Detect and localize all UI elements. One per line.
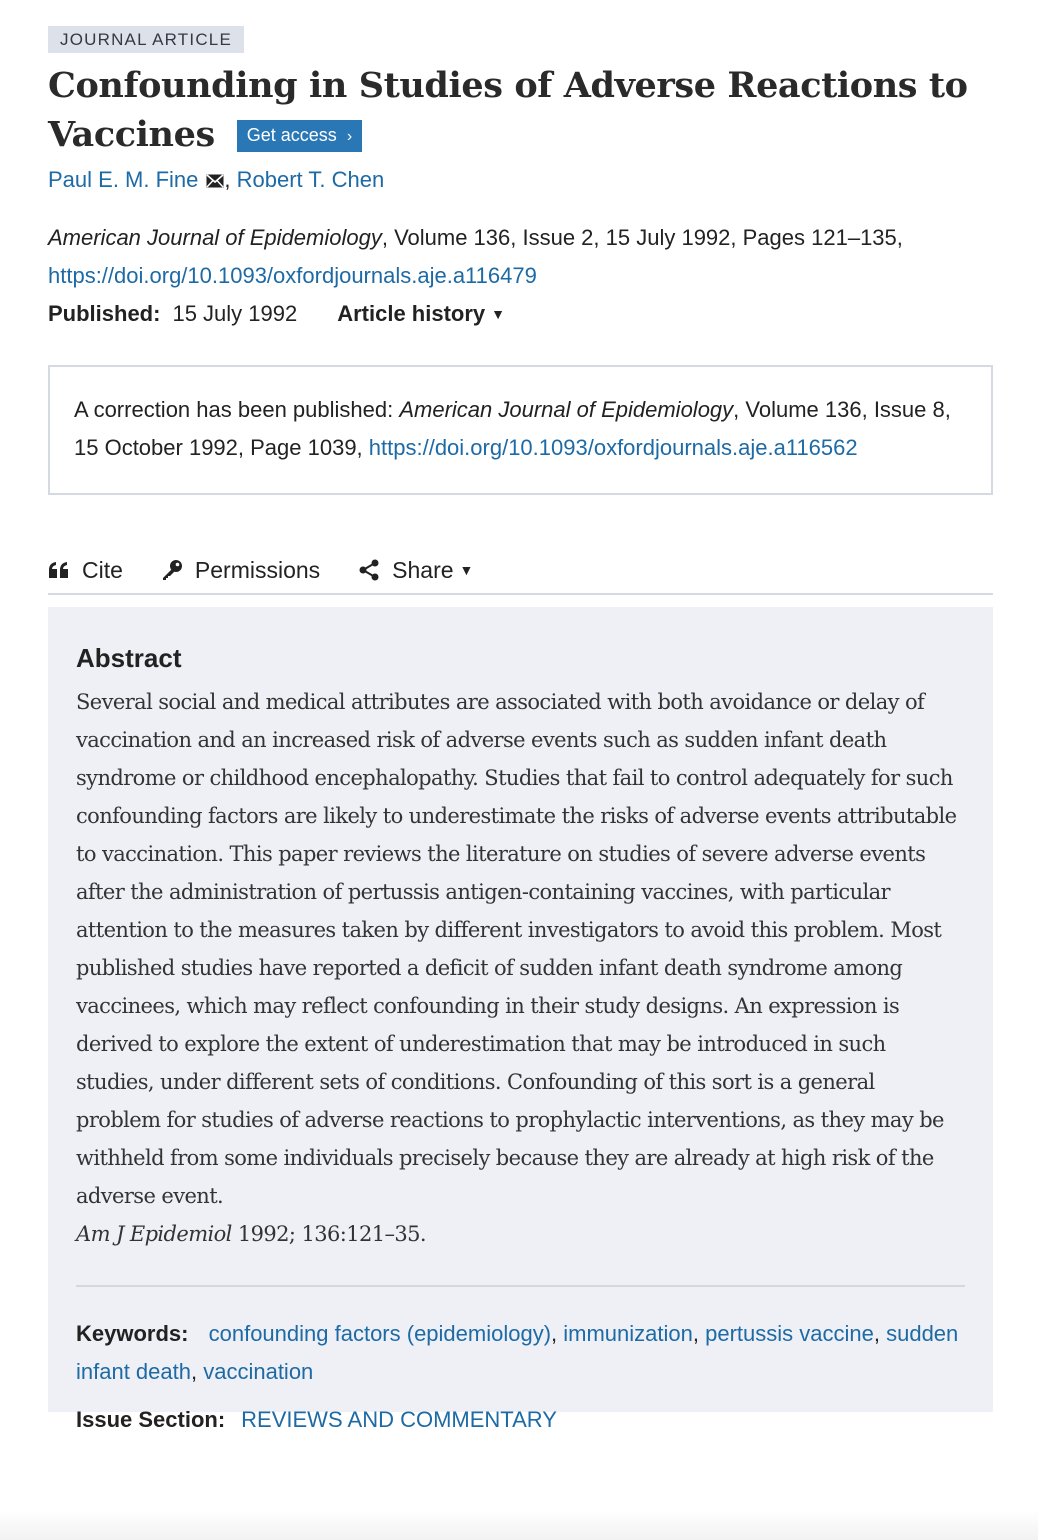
abstract-cite-rest: 1992; 136:121–35.: [231, 1222, 427, 1246]
keyword-link[interactable]: pertussis vaccine: [705, 1321, 874, 1346]
article-title-text: Confounding in Studies of Adverse Reactions to Vaccines: [48, 65, 968, 155]
keyword-link[interactable]: vaccination: [203, 1359, 314, 1384]
get-access-button[interactable]: [237, 120, 362, 152]
permissions-button[interactable]: [161, 550, 320, 590]
chevron-right-icon: ›: [346, 128, 353, 145]
keyword-link[interactable]: immunization: [563, 1321, 693, 1346]
citation-journal: American Journal of Epidemiology: [48, 225, 382, 250]
author-separator: ,: [224, 167, 237, 192]
abstract-body: Several social and medical attributes are associated with both avoidance or delay of vaccination and an increased risk of adverse events such as sudden infant death syndrome or childhood encephalopathy. Studies that fail to control adequately for such confounding factors are likely to underestimate the risks of adverse events attributable to vaccination. This paper reviews the literature on studies of severe adverse events after the administration of pertussis antigen-containing vaccines, with particular attention to the measures taken by different investigators to avoid this problem. Most published studies have reported a deficit of sudden infant death syndrome among vaccinees, which may reflect confounding in their study designs. An expression is derived to explore the extent of underestimation that may be introduced in such studies, under different sets of conditions. Confounding of this sort is a general problem for studies of adverse reactions to prophylactic interventions, as they may be withheld from some individuals precisely because they are already at high risk of the adverse event.: [76, 690, 957, 1208]
permissions-label: Permissions: [194, 557, 321, 583]
keyword-separator: ,: [190, 1359, 204, 1384]
abstract-cite-journal: Am J Epidemiol: [76, 1222, 232, 1246]
correction-doi-link[interactable]: https://doi.org/10.1093/oxfordjournals.aje.a116562: [368, 435, 858, 460]
issue-section-label: Issue Section:: [76, 1407, 226, 1432]
abstract-text: [76, 683, 965, 1253]
keywords-label: Keywords:: [76, 1321, 189, 1346]
bottom-fade: [0, 1510, 1038, 1540]
author-link-chen[interactable]: Robert T. Chen: [236, 167, 385, 192]
correction-details: , Volume 136, Issue 8, 15 October 1992, Page 1039,: [74, 397, 951, 460]
email-icon[interactable]: [206, 174, 224, 188]
correction-journal: American Journal of Epidemiology: [399, 397, 734, 422]
doi-link[interactable]: https://doi.org/10.1093/oxfordjournals.aje.a116479: [48, 263, 537, 288]
correction-notice: [48, 365, 993, 495]
get-access-label: Get access: [246, 125, 337, 145]
keyword-link[interactable]: confounding factors (epidemiology): [208, 1321, 552, 1346]
published-label: Published:: [48, 301, 161, 326]
quote-icon: [48, 561, 70, 579]
caret-down-icon: ▼: [491, 306, 506, 322]
keywords-row: [76, 1315, 965, 1391]
article-title: [48, 61, 993, 159]
issue-section-link[interactable]: REVIEWS AND COMMENTARY: [241, 1407, 557, 1432]
author-link-fine[interactable]: Paul E. M. Fine: [48, 167, 199, 192]
published-date: 15 July 1992: [172, 301, 298, 326]
keyword-link[interactable]: sudden infant death: [76, 1321, 959, 1384]
article-history-label: Article history: [337, 301, 486, 326]
citation-details: , Volume 136, Issue 2, 15 July 1992, Pages 121–135,: [381, 225, 903, 250]
keyword-separator: ,: [551, 1321, 564, 1346]
divider: [76, 1285, 965, 1287]
caret-down-icon: ▼: [459, 562, 474, 578]
abstract-heading: Abstract: [76, 643, 182, 673]
article-header: [48, 26, 993, 1432]
article-toolbar: [48, 547, 993, 595]
cite-label: Cite: [82, 557, 123, 583]
keyword-separator: ,: [873, 1321, 887, 1346]
article-type-badge: JOURNAL ARTICLE: [48, 26, 244, 53]
article-history-toggle[interactable]: [337, 301, 505, 326]
key-icon: [161, 559, 183, 581]
publication-row: [48, 295, 993, 333]
keyword-separator: ,: [692, 1321, 706, 1346]
citation: [48, 219, 993, 295]
issue-section-row: [76, 1401, 965, 1439]
cite-button[interactable]: [48, 550, 123, 590]
correction-prefix: A correction has been published:: [74, 397, 400, 422]
share-icon: [358, 559, 380, 581]
share-label: Share: [392, 557, 454, 583]
share-button[interactable]: [358, 550, 473, 590]
abstract-section: [48, 607, 993, 1432]
author-list: [48, 165, 993, 195]
